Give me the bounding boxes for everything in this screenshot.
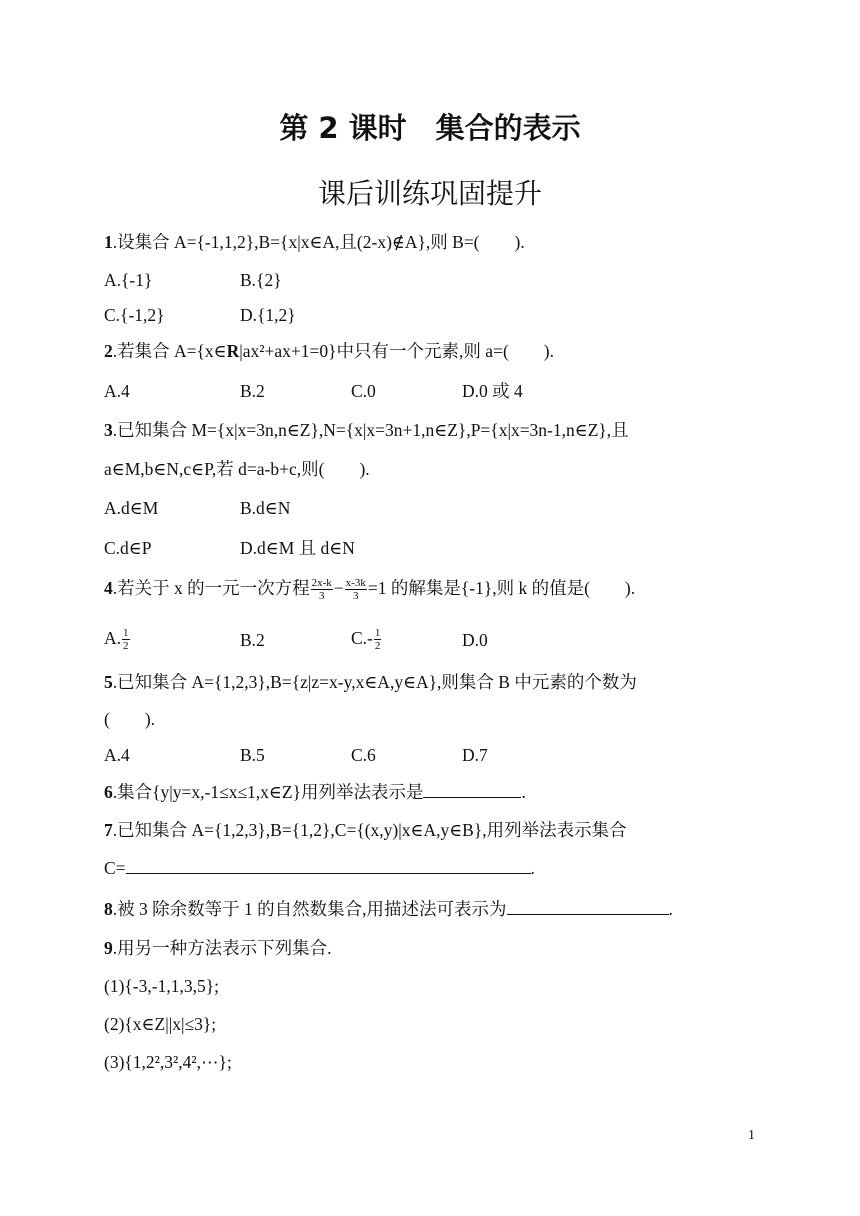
- question-number: 1: [104, 232, 113, 252]
- option-b: B.2: [240, 381, 265, 401]
- sub-question-2: (2){x∈Z||x|≤3};: [104, 1014, 217, 1034]
- option-c: C.6: [351, 745, 376, 765]
- question-stem: .用另一种方法表示下列集合.: [112, 938, 332, 958]
- page-number: 1: [748, 1128, 755, 1143]
- question-stem: .集合{y|y=x,-1≤x≤1,x∈Z}用列举法表示是: [112, 782, 424, 802]
- question-5-line-2: ( ).: [104, 709, 156, 729]
- fraction-numerator: 1: [123, 627, 129, 640]
- question-5-line-1: [104, 670, 637, 694]
- period: .: [521, 782, 526, 802]
- fraction: [311, 577, 333, 602]
- question-number: 9: [104, 938, 113, 958]
- question-number: 8: [104, 899, 113, 919]
- option-a: A.{-1}: [104, 270, 153, 290]
- question-stem: .已知集合 M={x|x=3n,n∈Z},N={x|x=3n+1,n∈Z},P={x|x=3n-1,n∈Z},且: [112, 420, 629, 440]
- option-b: B.5: [240, 745, 265, 765]
- question-7-line-1: [104, 818, 627, 842]
- option-d: D.d∈M 且 d∈N: [240, 538, 355, 558]
- option-b: B.{2}: [240, 270, 282, 290]
- question-2: [104, 339, 554, 363]
- option-a: A.d∈M: [104, 498, 159, 518]
- question-4: [104, 576, 635, 602]
- answer-blank[interactable]: [126, 857, 531, 874]
- question-number: 6: [104, 782, 113, 802]
- fraction-denominator: 2: [123, 640, 129, 653]
- question-number: 2: [104, 341, 113, 361]
- option-d: D.{1,2}: [240, 305, 296, 325]
- option-c: C.d∈P: [104, 538, 152, 558]
- page-subtitle: 课后训练巩固提升: [317, 177, 542, 210]
- set-label: C=: [104, 858, 126, 878]
- sub-question-1: (1){-3,-1,1,3,5};: [104, 976, 219, 996]
- option-c: C.{-1,2}: [104, 305, 165, 325]
- question-1: [104, 230, 525, 254]
- period: .: [530, 858, 535, 878]
- fraction-numerator: x-3k: [345, 577, 366, 590]
- question-stem: .设集合 A={-1,1,2},B={x|x∈A,且(2-x)∉A},则 B=( ).: [112, 232, 525, 252]
- fraction: [345, 577, 367, 602]
- minus-sign: −: [333, 578, 344, 598]
- option-d: D.7: [462, 745, 488, 765]
- option-label: A.: [104, 628, 122, 648]
- question-3-line-2: a∈M,b∈N,c∈P,若 d=a-b+c,则( ).: [104, 459, 370, 479]
- fraction: [374, 627, 382, 652]
- option-b: B.2: [240, 630, 265, 650]
- sub-question-3: (3){1,2²,3²,4²,⋯};: [104, 1052, 232, 1072]
- question-number: 5: [104, 672, 113, 692]
- fraction-numerator: 1: [374, 627, 381, 640]
- option-d: D.0 或 4: [462, 381, 523, 401]
- fraction-numerator: 2x-k: [311, 577, 332, 590]
- option-label: C.-: [351, 628, 373, 648]
- question-7-line-2: [104, 856, 535, 880]
- option-a: [104, 626, 131, 652]
- question-9: [104, 936, 332, 960]
- question-stem: .被 3 除余数等于 1 的自然数集合,用描述法可表示为: [112, 899, 507, 919]
- option-c: C.0: [351, 381, 376, 401]
- question-stem-post: =1 的解集是{-1},则 k 的值是( ).: [367, 578, 636, 598]
- answer-blank[interactable]: [423, 781, 521, 798]
- fraction-denominator: 3: [353, 590, 359, 603]
- option-a: A.4: [104, 381, 130, 401]
- question-stem-pre: .若集合 A={x∈: [112, 341, 227, 361]
- question-number: 3: [104, 420, 113, 440]
- question-stem-pre: .若关于 x 的一元一次方程: [112, 578, 310, 598]
- question-stem-post: |ax²+ax+1=0}中只有一个元素,则 a=( ).: [239, 341, 554, 361]
- fraction-denominator: 3: [318, 590, 325, 603]
- option-b: B.d∈N: [240, 498, 291, 518]
- option-a: A.4: [104, 745, 130, 765]
- question-number: 4: [104, 578, 113, 598]
- option-c: [351, 626, 382, 652]
- question-8: [104, 897, 673, 921]
- question-6: [104, 780, 526, 804]
- fraction: [122, 627, 130, 652]
- real-set-symbol: R: [226, 341, 240, 361]
- question-stem: .已知集合 A={1,2,3},B={1,2},C={(x,y)|x∈A,y∈B},用列举法表示集合: [112, 820, 627, 840]
- fraction-denominator: 2: [374, 640, 381, 653]
- question-number: 7: [104, 820, 113, 840]
- question-stem: .已知集合 A={1,2,3},B={z|z=x-y,x∈A,y∈A},则集合 B 中元素的个数为: [112, 672, 637, 692]
- period: .: [668, 899, 673, 919]
- question-3-line-1: [104, 418, 629, 442]
- option-d: D.0: [462, 630, 488, 650]
- answer-blank[interactable]: [507, 898, 669, 915]
- page-title: 第 2 课时 集合的表示: [279, 111, 581, 145]
